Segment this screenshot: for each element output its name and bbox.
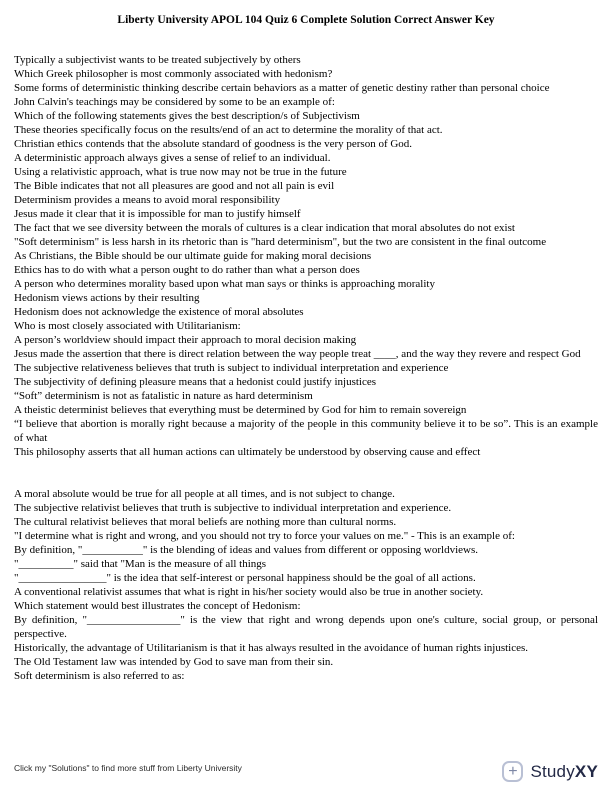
question-line: By definition, "___________" is the blending of ideas and values from different or opposing worldviews. bbox=[14, 544, 478, 556]
question-line: Historically, the advantage of Utilitarianism is that it has always resulted in the avoidance of human rights injustices. bbox=[14, 642, 529, 654]
question-line: The fact that we see diversity between the morals of cultures is a clear indication that moral absolutes do not exist bbox=[14, 222, 515, 234]
question-line: A person who determines morality based upon what man says or thinks is approaching morality bbox=[14, 278, 435, 290]
question-line: A person’s worldview should impact their approach to moral decision making bbox=[14, 334, 357, 346]
page-footer bbox=[14, 761, 598, 782]
question-line: This philosophy asserts that all human actions can ultimately be understood by observing cause and effect bbox=[14, 446, 481, 458]
question-line: Jesus made the assertion that there is direct relation between the way people treat ____, and the way they revere and respect God bbox=[14, 348, 581, 360]
question-line: A moral absolute would be true for all people at all times, and is not subject to change. bbox=[14, 488, 395, 500]
question-line: Christian ethics contends that the absolute standard of goodness is the very person of God. bbox=[14, 138, 413, 150]
studyxy-logo bbox=[502, 761, 598, 782]
question-line: Determinism provides a means to avoid moral responsibility bbox=[14, 194, 281, 206]
question-line: The subjectivity of defining pleasure means that a hedonist could justify injustices bbox=[14, 376, 377, 388]
question-line: The Bible indicates that not all pleasures are good and not all pain is evil bbox=[14, 180, 335, 192]
question-line: Jesus made it clear that it is impossible for man to justify himself bbox=[14, 208, 301, 220]
question-line: A deterministic approach always gives a sense of relief to an individual. bbox=[14, 152, 331, 164]
brand-wordmark bbox=[530, 762, 598, 782]
footer-note: Click my "Solutions" to find more stuff from Liberty University bbox=[14, 762, 242, 773]
question-line: Using a relativistic approach, what is true now may not be true in the future bbox=[14, 166, 347, 178]
question-line: By definition, "_________________" is the view that right and wrong depends upon one's culture, social group, or personal perspective. bbox=[14, 614, 598, 640]
plus-icon bbox=[502, 761, 523, 782]
question-line: Hedonism does not acknowledge the existence of moral absolutes bbox=[14, 306, 304, 318]
question-line: The cultural relativist believes that moral beliefs are nothing more than cultural norms. bbox=[14, 516, 397, 528]
question-line: Which Greek philosopher is most commonly associated with hedonism? bbox=[14, 68, 333, 80]
question-line: “Soft” determinism is not as fatalistic in nature as hard determinism bbox=[14, 390, 313, 402]
brand-secondary: XY bbox=[574, 761, 598, 781]
question-line: "__________" said that "Man is the measure of all things bbox=[14, 558, 267, 570]
question-line: The subjective relativeness believes that truth is subject to individual interpretation and experience bbox=[14, 362, 449, 374]
question-line: “I believe that abortion is morally right because a majority of the people in this community believe it to be so”. This is an example of what bbox=[14, 418, 598, 444]
question-line: A theistic determinist believes that everything must be determined by God for him to remain sovereign bbox=[14, 404, 467, 416]
question-line: "I determine what is right and wrong, and you should not try to force your values on me." - This is an example of: bbox=[14, 530, 515, 542]
question-line: Ethics has to do with what a person ought to do rather than what a person does bbox=[14, 264, 360, 276]
question-section-1 bbox=[14, 53, 598, 459]
question-line: As Christians, the Bible should be our ultimate guide for making moral decisions bbox=[14, 250, 372, 262]
plus-glyph: + bbox=[508, 762, 518, 780]
question-line: Soft determinism is also referred to as: bbox=[14, 670, 185, 682]
question-line: The Old Testament law was intended by God to save man from their sin. bbox=[14, 656, 334, 668]
question-line: Which statement would best illustrates the concept of Hedonism: bbox=[14, 600, 301, 612]
question-line: Hedonism views actions by their resulting bbox=[14, 292, 200, 304]
page-title: Liberty University APOL 104 Quiz 6 Complete Solution Correct Answer Key bbox=[117, 14, 495, 26]
question-line: "________________" is the idea that self-interest or personal happiness should be the goal of all actions. bbox=[14, 572, 476, 584]
brand-primary: Study bbox=[530, 761, 575, 781]
question-line: Some forms of deterministic thinking describe certain behaviors as a matter of genetic destiny rather than personal choice bbox=[14, 82, 550, 94]
question-line: Which of the following statements gives the best description/s of Subjectivism bbox=[14, 110, 360, 122]
question-line: John Calvin's teachings may be considered by some to be an example of: bbox=[14, 96, 335, 108]
question-line: Who is most closely associated with Utilitarianism: bbox=[14, 320, 241, 332]
question-line: "Soft determinism" is less harsh in its rhetoric than is "hard determinism", but the two are consistent in the final outcome bbox=[14, 236, 547, 248]
question-line: A conventional relativist assumes that what is right in his/her society would also be true in another society. bbox=[14, 586, 484, 598]
document-body bbox=[14, 53, 598, 683]
question-line: Typically a subjectivist wants to be treated subjectively by others bbox=[14, 54, 301, 66]
question-line: These theories specifically focus on the results/end of an act to determine the morality of that act. bbox=[14, 124, 443, 136]
question-line: The subjective relativist believes that truth is subjective to individual interpretation and experience. bbox=[14, 502, 452, 514]
question-section-2 bbox=[14, 487, 598, 683]
